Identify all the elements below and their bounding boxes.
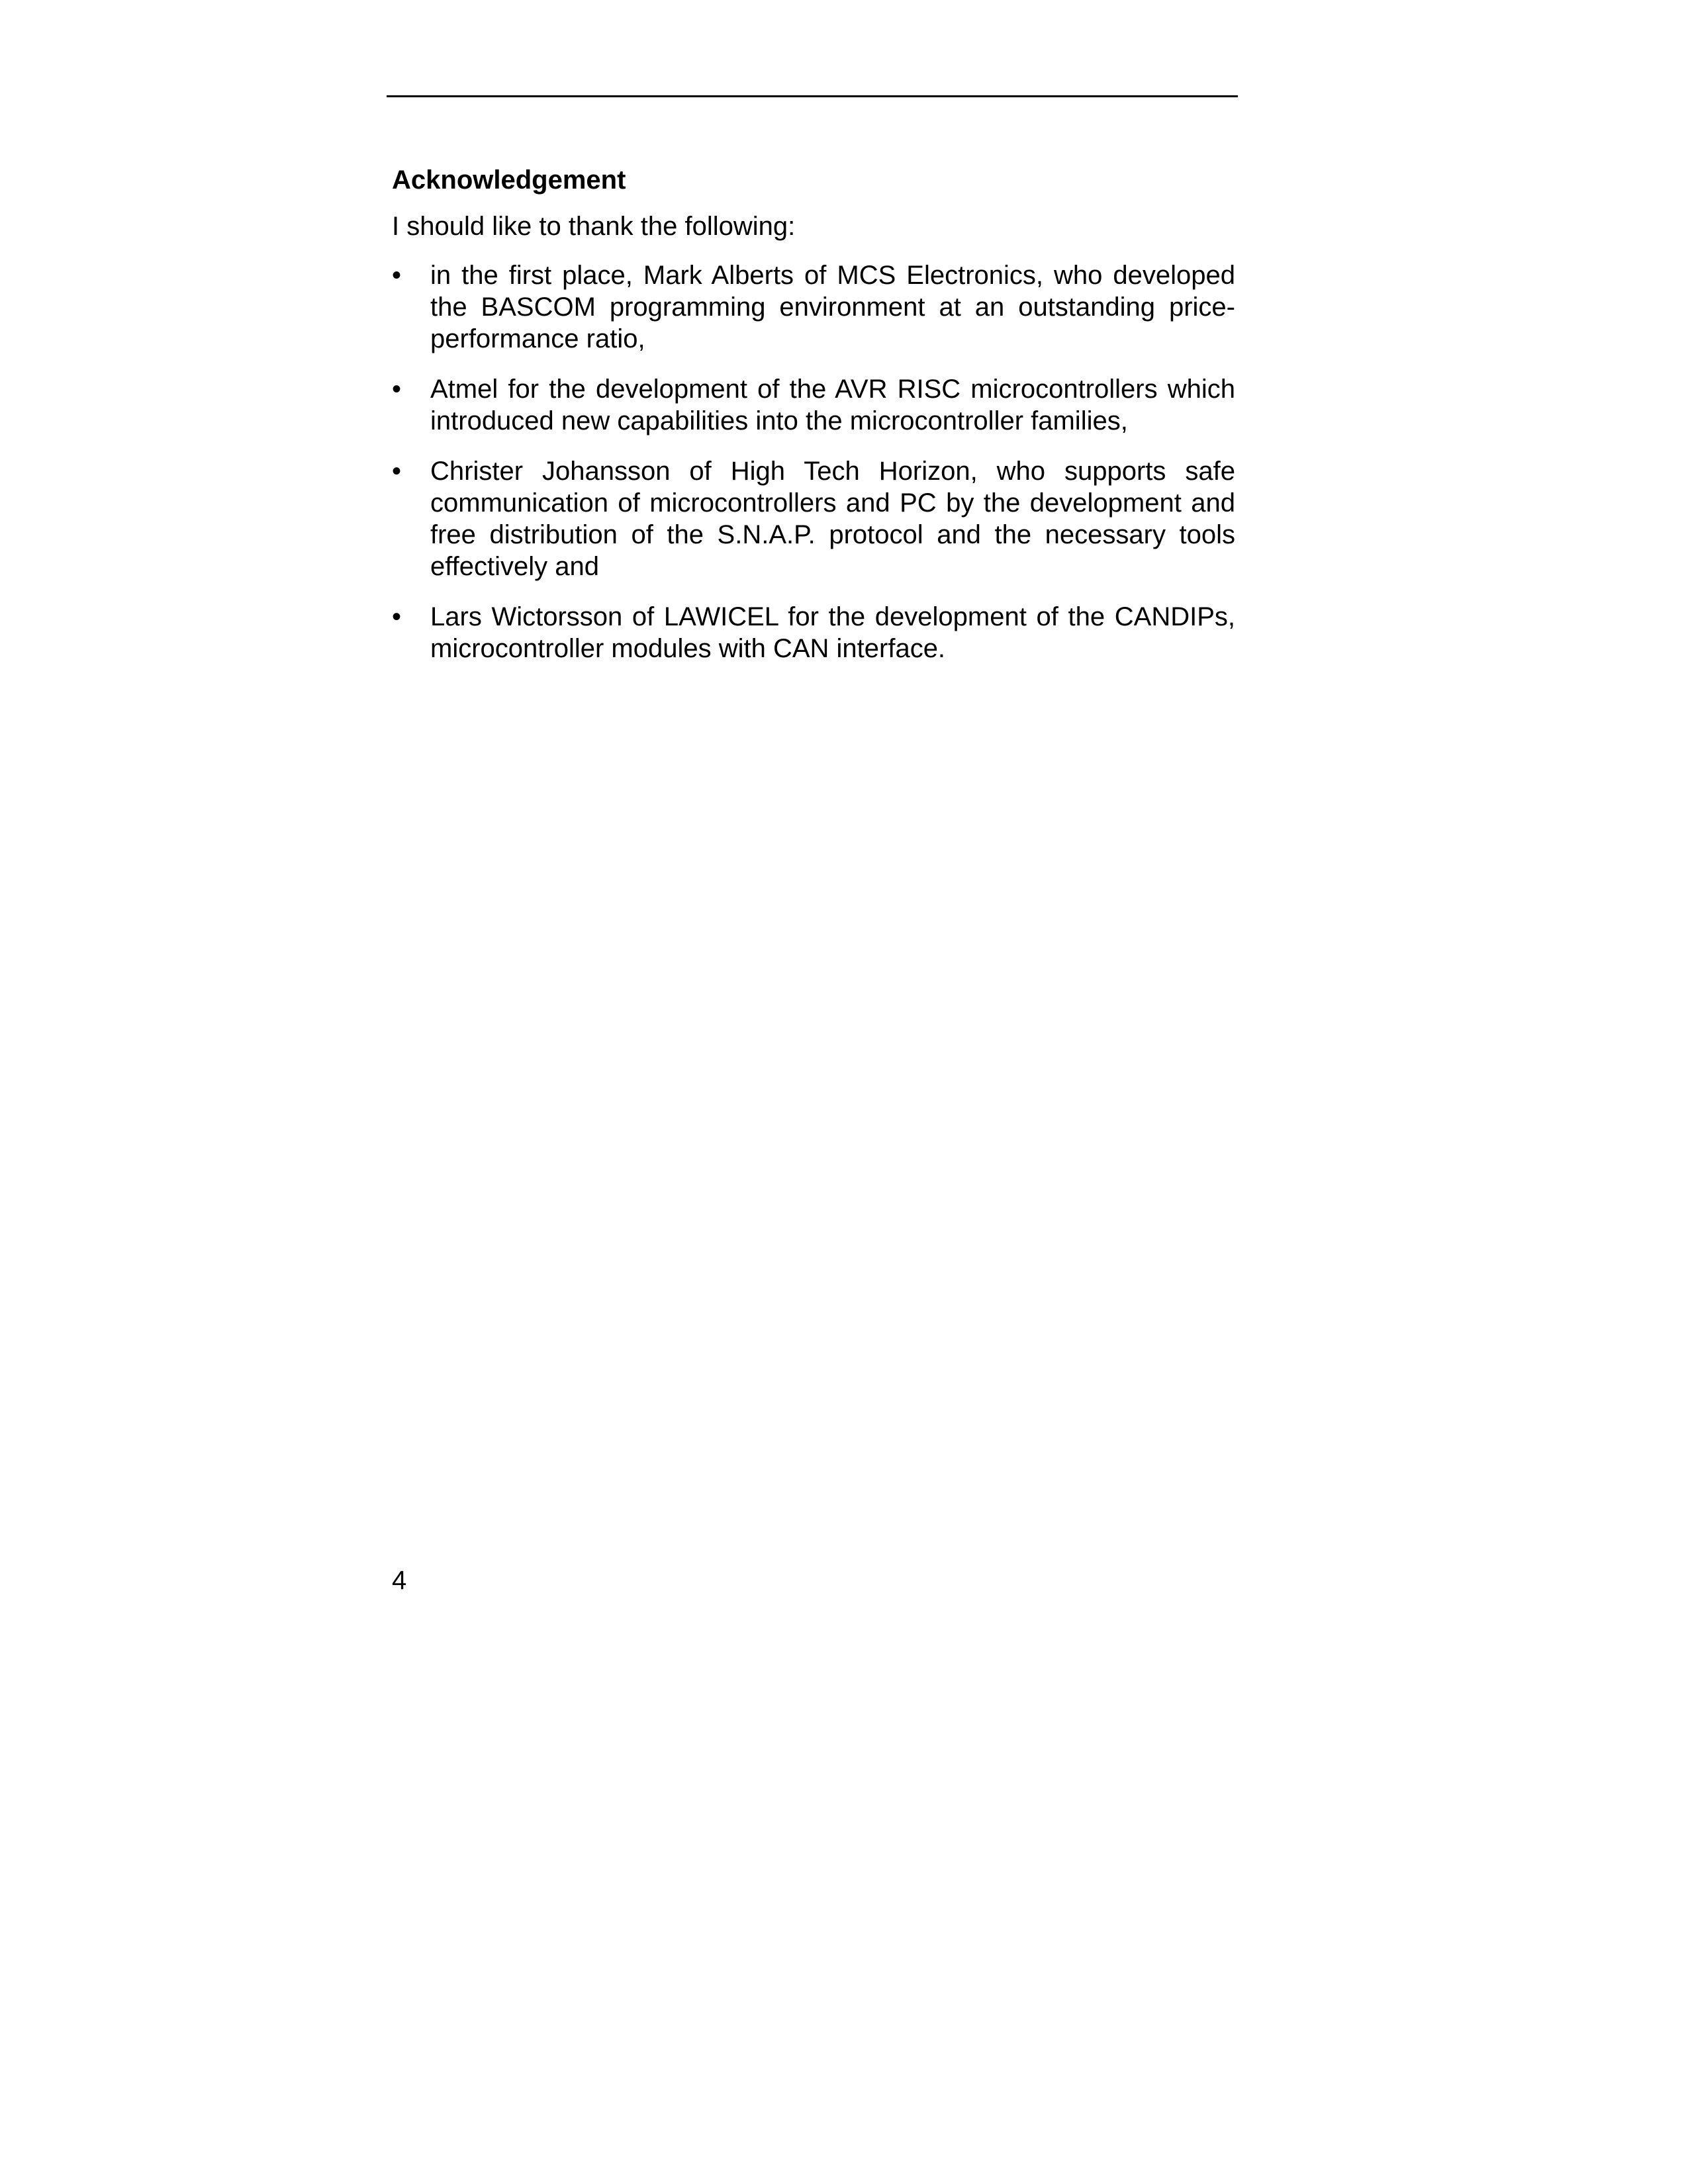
list-item-text: in the first place, Mark Alberts of MCS Electronics, who developed the BASCOM programming environment at an outstanding price-performance ratio, bbox=[430, 261, 1235, 353]
bullet-icon: • bbox=[392, 261, 402, 290]
page-number: 4 bbox=[392, 1566, 407, 1595]
intro-text: I should like to thank the following: bbox=[392, 212, 796, 241]
list-item-text: Christer Johansson of High Tech Horizon, who supports safe communication of microcontrollers and PC by the development and free distribution of the S.N.A.P. protocol and the necessary tools effectively and bbox=[430, 457, 1235, 581]
section-heading: Acknowledgement bbox=[392, 165, 626, 195]
list-item bbox=[392, 601, 1235, 664]
bullet-icon: • bbox=[392, 375, 402, 404]
bullet-icon: • bbox=[392, 602, 402, 631]
acknowledgement-section bbox=[392, 164, 1235, 683]
list-item bbox=[392, 455, 1235, 582]
list-item bbox=[392, 259, 1235, 355]
list-item bbox=[392, 373, 1235, 437]
header-rule bbox=[387, 95, 1238, 97]
list-item-text: Atmel for the development of the AVR RISC microcontrollers which introduced new capabilities into the microcontroller families, bbox=[430, 375, 1235, 435]
list-item-text: Lars Wictorsson of LAWICEL for the development of the CANDIPs, microcontroller modules with CAN interface. bbox=[430, 602, 1235, 663]
acknowledgement-list bbox=[392, 259, 1235, 664]
bullet-icon: • bbox=[392, 457, 402, 486]
